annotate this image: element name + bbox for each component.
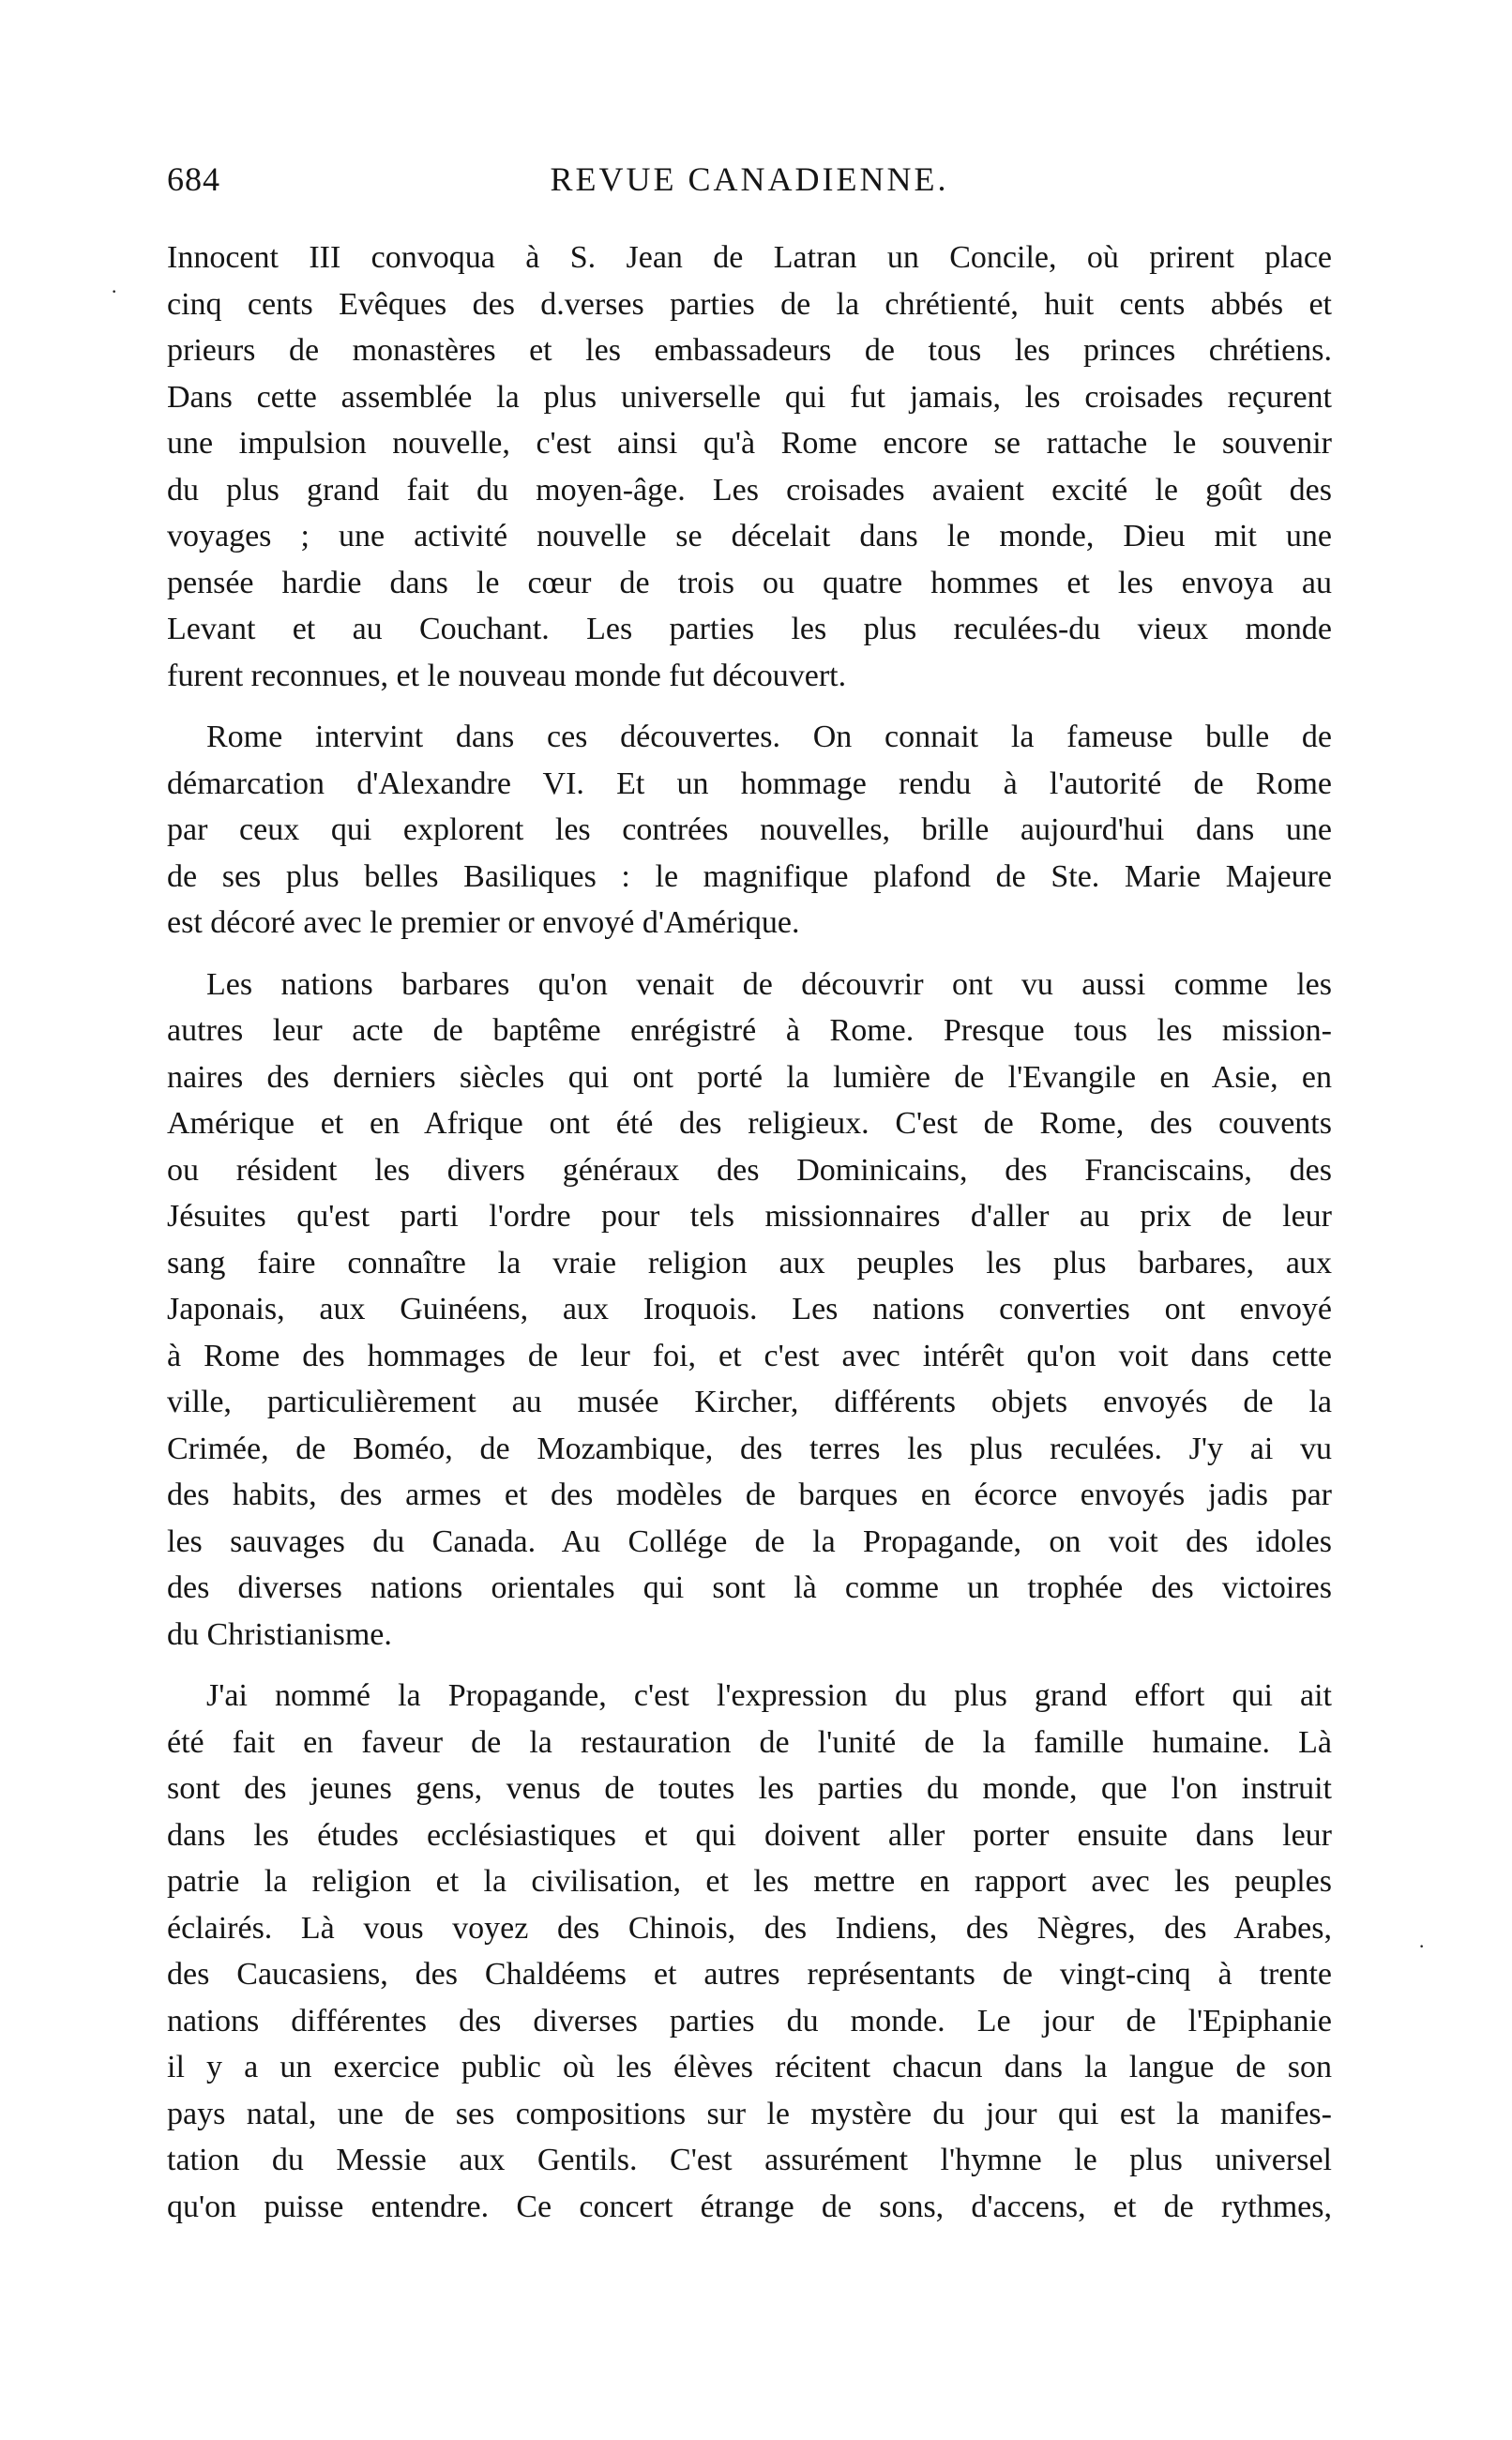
text-line: Rome intervint dans ces découvertes. On connait la fameuse bulle de bbox=[206, 720, 1332, 754]
text-line: par ceux qui explorent les contrées nouvelles, brille aujourd'hui dans une bbox=[167, 812, 1332, 847]
text-line: voyages ; une activité nouvelle se décelait dans le monde, Dieu mit une bbox=[167, 519, 1332, 553]
text-line: tation du Messie aux Gentils. C'est assurément l'hymne le plus universel bbox=[167, 2143, 1332, 2177]
text-line: Amérique et en Afrique ont été des religieux. C'est de Rome, des couvents bbox=[167, 1106, 1332, 1141]
text-line: sang faire connaître la vraie religion aux peuples les plus barbares, aux bbox=[167, 1245, 1332, 1281]
text-line: il y a un exercice public où les élèves récitent chacun dans la langue de son bbox=[167, 2050, 1332, 2084]
text-line: été fait en faveur de la restauration de l'unité de la famille humaine. Là bbox=[167, 1724, 1332, 1760]
text-line: Les nations barbares qu'on venait de découvrir ont vu aussi comme les bbox=[206, 966, 1332, 1002]
text-line: de ses plus belles Basiliques : le magnifique plafond de Ste. Marie Majeure bbox=[167, 858, 1332, 894]
text-line: est décoré avec le premier or envoyé d'Amérique. bbox=[167, 905, 800, 940]
text-line: Levant et au Couchant. Les parties les plus reculées-du vieux monde bbox=[167, 612, 1332, 646]
paragraph-4 bbox=[167, 1673, 1332, 2230]
text-line: des Caucasiens, des Chaldéems et autres représentants de vingt-cinq à trente bbox=[167, 1957, 1332, 1992]
text-line: pays natal, une de ses compositions sur le mystère du jour qui est la manifes- bbox=[167, 2096, 1332, 2131]
paragraph-3 bbox=[167, 962, 1332, 1659]
text-line: sont des jeunes gens, venus de toutes les parties du monde, que l'on instruit bbox=[167, 1771, 1332, 1806]
text-line: furent reconnues, et le nouveau monde fut découvert. bbox=[167, 658, 847, 693]
text-line: éclairés. Là vous voyez des Chinois, des Indiens, des Nègres, des Arabes, bbox=[167, 1910, 1332, 1946]
text-line: nations différentes des diverses parties du monde. Le jour de l'Epiphanie bbox=[167, 2003, 1332, 2038]
text-line: une impulsion nouvelle, c'est ainsi qu'à Rome encore se rattache le souvenir bbox=[167, 426, 1332, 461]
text-line: pensée hardie dans le cœur de trois ou quatre hommes et les envoya au bbox=[167, 565, 1332, 600]
text-line: du plus grand fait du moyen-âge. Les croisades avaient excité le goût des bbox=[167, 472, 1332, 508]
text-line: autres leur acte de baptême enrégistré à Rome. Presque tous les mission- bbox=[167, 1013, 1332, 1048]
running-title: REVUE CANADIENNE. bbox=[550, 160, 949, 198]
margin-speck: · bbox=[1418, 1934, 1426, 1958]
text-line: qu'on puisse entendre. Ce concert étrange de sons, d'accens, et de rythmes, bbox=[167, 2189, 1332, 2224]
text-line: Japonais, aux Guinéens, aux Iroquois. Les nations converties ont envoyé bbox=[167, 1292, 1332, 1326]
text-line: démarcation d'Alexandre VI. Et un hommage rendu à l'autorité de Rome bbox=[167, 765, 1332, 801]
text-line: patrie la religion et la civilisation, et les mettre en rapport avec les peuples bbox=[167, 1864, 1332, 1899]
text-line: Crimée, de Boméo, de Mozambique, des terres les plus reculées. J'y ai vu bbox=[167, 1431, 1332, 1466]
text-line: du Christianisme. bbox=[167, 1616, 392, 1652]
text-line: prieurs de monastères et les embassadeurs de tous les princes chrétiens. bbox=[167, 333, 1332, 368]
page-number: 684 bbox=[167, 160, 220, 198]
text-line: Jésuites qu'est parti l'ordre pour tels missionnaires d'aller au prix de leur bbox=[167, 1199, 1332, 1234]
paragraph-1 bbox=[167, 235, 1332, 699]
text-line: à Rome des hommages de leur foi, et c'est avec intérêt qu'on voit dans cette bbox=[167, 1338, 1332, 1373]
text-line: Dans cette assemblée la plus universelle qui fut jamais, les croisades reçurent bbox=[167, 379, 1332, 415]
body-text bbox=[167, 235, 1332, 2245]
text-line: des diverses nations orientales qui sont là comme un trophée des victoires bbox=[167, 1570, 1332, 1605]
text-line: naires des derniers siècles qui ont porté la lumière de l'Evangile en Asie, en bbox=[167, 1059, 1332, 1095]
paragraph-2 bbox=[167, 714, 1332, 947]
text-line: J'ai nommé la Propagande, c'est l'expression du plus grand effort qui ait bbox=[206, 1678, 1332, 1713]
running-head bbox=[167, 159, 1332, 206]
text-line: ville, particulièrement au musée Kircher, différents objets envoyés de la bbox=[167, 1385, 1332, 1419]
text-line: Innocent III convoqua à S. Jean de Latran un Concile, où prirent place bbox=[167, 240, 1332, 275]
text-line: dans les études ecclésiastiques et qui doivent aller porter ensuite dans leur bbox=[167, 1817, 1332, 1853]
text-line: ou résident les divers généraux des Dominicains, des Franciscains, des bbox=[167, 1152, 1332, 1188]
text-line: cinq cents Evêques des d.verses parties de la chrétienté, huit cents abbés et bbox=[167, 286, 1332, 322]
text-line: des habits, des armes et des modèles de barques en écorce envoyés jadis par bbox=[167, 1478, 1332, 1512]
text-line: les sauvages du Canada. Au Collége de la Propagande, on voit des idoles bbox=[167, 1523, 1332, 1559]
margin-speck: · bbox=[111, 280, 118, 303]
